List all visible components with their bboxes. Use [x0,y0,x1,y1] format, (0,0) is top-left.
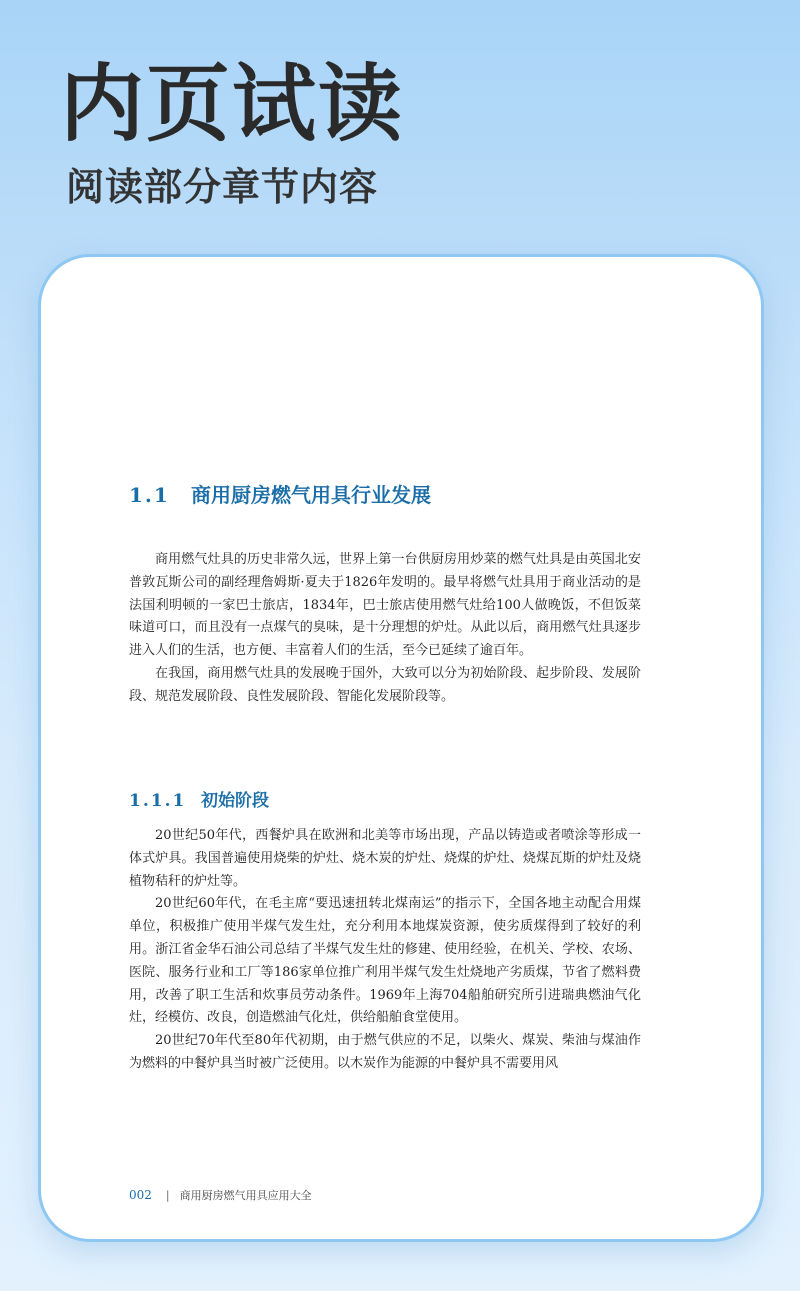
page-number: 002 [129,1188,152,1202]
subsection-number: 1.1.1 [129,791,187,811]
footer-separator: | [165,1189,170,1202]
hero-title: 内页试读 [60,55,405,153]
paragraph: 20世纪60年代，在毛主席“要迅速扭转北煤南运”的指示下，全国各地主动配合用煤单位，积极推广使用半煤气发生灶，充分利用本地煤炭资源，使劣质煤得到了较好的利用。浙江省金华石油公司总结了半煤气发生灶的修建、使用经验，在机关、学校、农场、医院、服务行业和工厂等186家单位推广利用半煤气发生灶烧地产劣质煤，节省了燃料费用，改善了职工生活和炊事员劳动条件。1969年上海704船舶研究所引进瑞典燃油气化灶，经模仿、改良，创造燃油气化灶，供给船舶食堂使用。 [129,896,641,1026]
section-title: 商用厨房燃气用具行业发展 [191,483,431,507]
subsection-body [129,825,641,1076]
section-heading [129,485,649,505]
paragraph: 在我国，商用燃气灶具的发展晚于国外，大致可以分为初始阶段、起步阶段、发展阶段、规范发展阶段、良性发展阶段、智能化发展阶段等。 [129,665,641,704]
book-title: 商用厨房燃气用具应用大全 [179,1189,312,1202]
paragraph: 20世纪50年代，西餐炉具在欧洲和北美等市场出现，产品以铸造或者喷涂等形成一体式炉具。我国普遍使用烧柴的炉灶、烧木炭的炉灶、烧煤的炉灶、烧煤瓦斯的炉灶及烧植物秸秆的炉灶等。 [129,828,641,889]
section-number: 1.1 [129,483,170,507]
book-page-card [38,254,764,1242]
hero-subtitle: 阅读部分章节内容 [66,165,379,209]
page-footer [129,1189,312,1201]
paragraph: 20世纪70年代至80年代初期，由于燃气供应的不足，以柴火、煤炭、柴油与煤油作为燃料的中餐炉具当时被广泛使用。以木炭作为能源的中餐炉具不需要用风 [129,1033,641,1071]
subsection-title: 初始阶段 [201,791,269,811]
subsection-heading [129,793,649,810]
section-body [129,549,641,709]
paragraph: 商用燃气灶具的历史非常久远，世界上第一台供厨房用炒菜的燃气灶具是由英国北安普敦瓦斯公司的副经理詹姆斯·夏夫于1826年发明的。最早将燃气灶具用于商业活动的是法国利明顿的一家巴士旅店，1834年，巴士旅店使用燃气灶给100人做晚饭，不但饭菜味道可口，而且没有一点煤气的臭味，是十分理想的炉灶。从此以后，商用燃气灶具逐步进入人们的生活，也方便、丰富着人们的生活，至今已延续了逾百年。 [129,552,641,659]
